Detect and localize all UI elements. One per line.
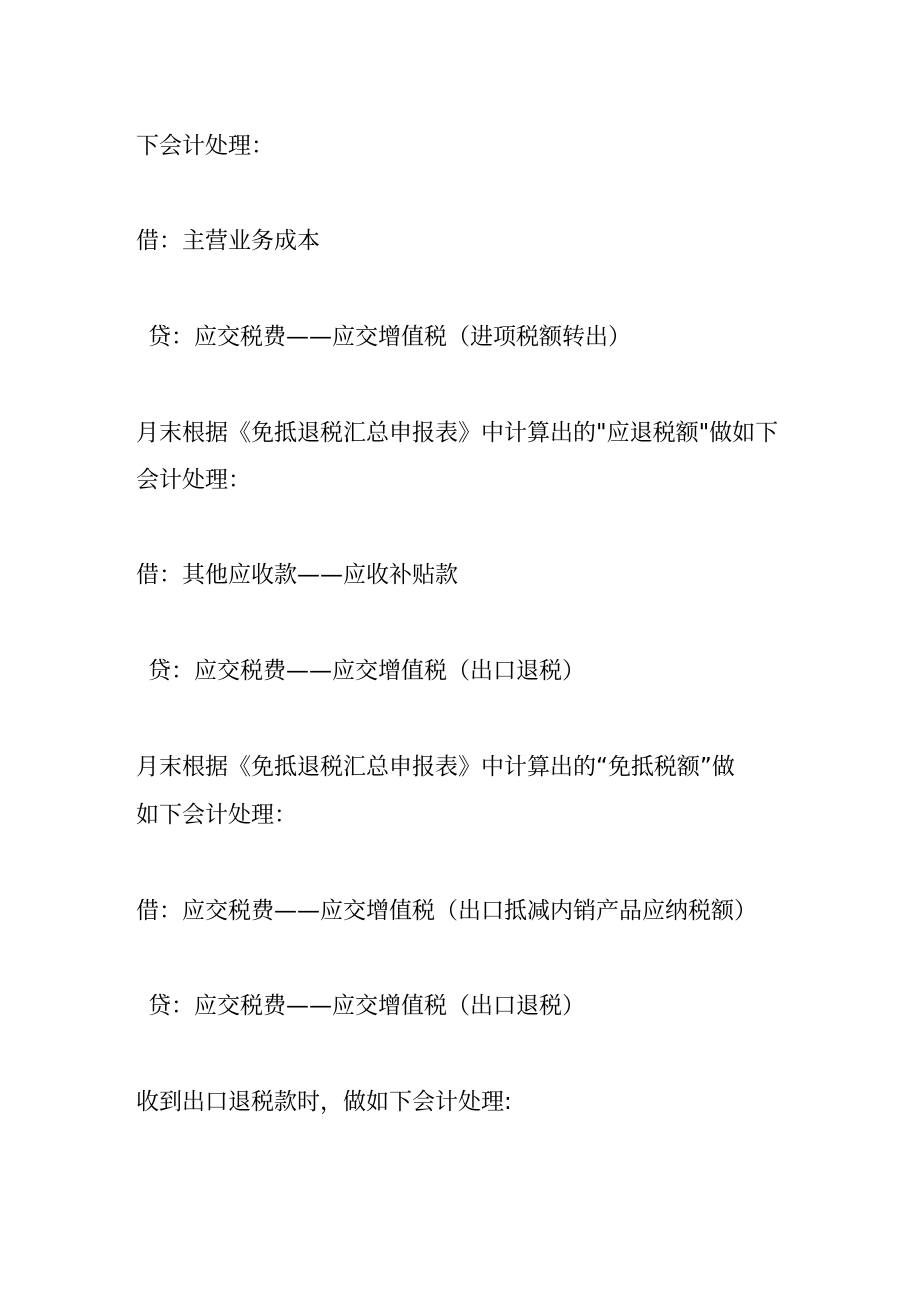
credit-entry-2: 贷：应交税费——应交增值税（出口退税） bbox=[148, 658, 585, 684]
credit-entry-1: 贷：应交税费——应交增值税（进项税额转出） bbox=[148, 324, 631, 350]
paragraph-line-1a: 月末根据《免抵退税汇总申报表》中计算出的"应退税额"做如下 bbox=[136, 420, 779, 446]
credit-entry-3: 贷：应交税费——应交增值税（出口退税） bbox=[148, 993, 585, 1019]
paragraph-line-3: 收到出口退税款时，做如下会计处理: bbox=[136, 1089, 512, 1115]
paragraph-line-1b: 会计处理： bbox=[136, 467, 251, 493]
debit-entry-2: 借：其他应收款——应收补贴款 bbox=[136, 562, 458, 588]
paragraph-line-2b: 如下会计处理： bbox=[136, 802, 297, 828]
paragraph-line-2a: 月末根据《免抵退税汇总申报表》中计算出的“免抵税额”做 bbox=[136, 754, 735, 780]
text-line-1: 下会计处理： bbox=[136, 133, 274, 159]
debit-entry-3: 借：应交税费——应交增值税（出口抵减内销产品应纳税额） bbox=[136, 898, 757, 924]
debit-entry-1: 借：主营业务成本 bbox=[136, 228, 320, 254]
